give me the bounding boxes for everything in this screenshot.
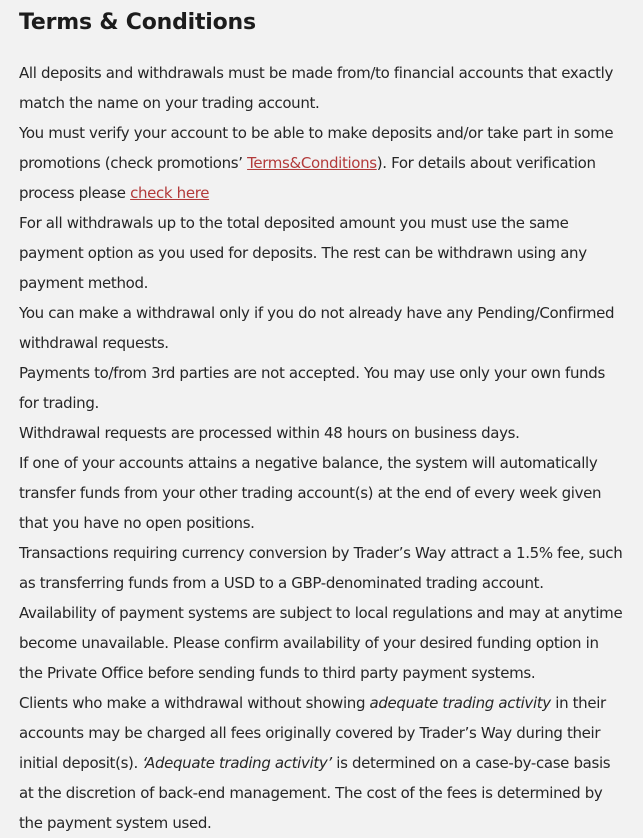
- term-paragraph-payment-availability: Availability of payment systems are subject to local regulations and may at anytime become unavailable. Please confirm availability of your desired funding option in the Private Office before sending funds to third party payment systems.: [19, 604, 623, 682]
- term-paragraph-withdrawal-method: For all withdrawals up to the total deposited amount you must use the same payment option as you used for deposits. The rest can be withdrawn using any payment method.: [19, 214, 587, 292]
- term-paragraph-name-match: All deposits and withdrawals must be made from/to financial accounts that exactly match the name on your trading account.: [19, 64, 613, 112]
- terms-conditions-link[interactable]: Terms&Conditions: [247, 154, 377, 172]
- term-paragraph-trading-activity: [19, 688, 624, 838]
- check-here-link[interactable]: check here: [130, 184, 210, 202]
- term-paragraph-conversion-fee: Transactions requiring currency conversion by Trader’s Way attract a 1.5% fee, such as transferring funds from a USD to a GBP-denominated trading account.: [19, 544, 623, 592]
- page-title: Terms & Conditions: [19, 10, 256, 35]
- adequate-trading-activity-quote: ‘Adequate trading activity’: [142, 754, 332, 772]
- trading-activity-text-end: is determined on a case-by-case basis at the discretion of back-end management. The cost of the fees is determined by the payment system used.: [19, 754, 611, 832]
- trading-activity-text-start: Clients who make a withdrawal without showing: [19, 694, 370, 712]
- term-paragraph-processing-time: Withdrawal requests are processed within 48 hours on business days.: [19, 424, 520, 442]
- term-paragraph-pending-requests: You can make a withdrawal only if you do not already have any Pending/Confirmed withdrawal requests.: [19, 304, 615, 352]
- terms-body: [19, 58, 624, 838]
- adequate-trading-activity-emphasis: adequate trading activity: [369, 694, 551, 712]
- trading-activity-text-middle: in their accounts may be charged all fees originally covered by Trader’s Way during their initial deposit(s).: [19, 694, 606, 772]
- verification-text-start: You must verify your account to be able to make deposits and/or take part in some promotions (check promotions’: [19, 124, 614, 172]
- term-paragraph-negative-balance: If one of your accounts attains a negative balance, the system will automatically transfer funds from your other trading account(s) at the end of every week given that you have no open positions.: [19, 454, 602, 532]
- term-paragraph-third-parties: Payments to/from 3rd parties are not accepted. You may use only your own funds for trading.: [19, 364, 605, 412]
- verification-text-middle: ). For details about verification process please: [19, 154, 596, 202]
- term-paragraph-verification: [19, 118, 624, 208]
